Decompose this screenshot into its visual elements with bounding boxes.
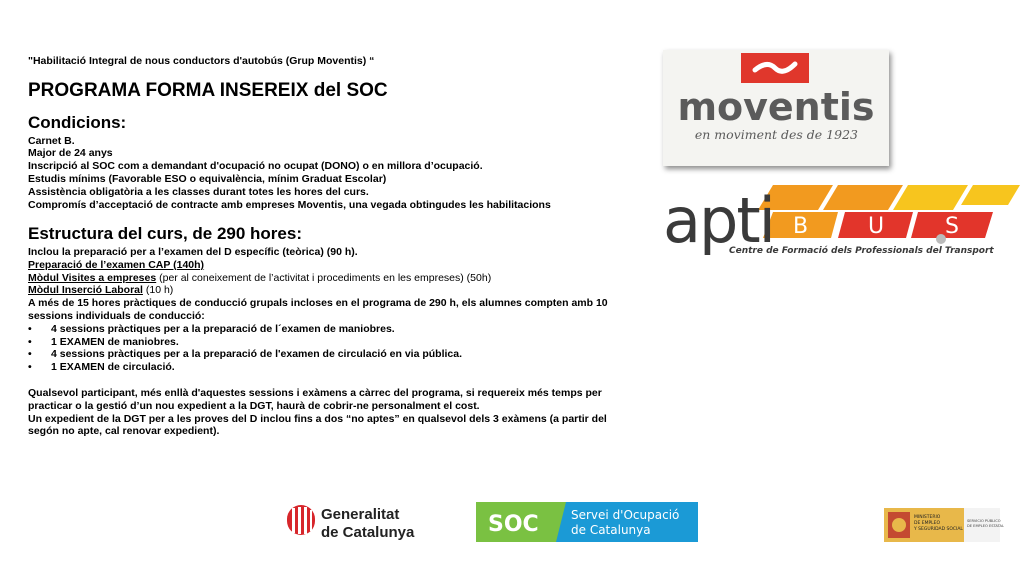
condicions-heading: Condicions:: [28, 112, 127, 132]
aptibus-tagline: Centre de Formació dels Professionals del Transport: [729, 246, 994, 256]
session-text: 4 sessions pràctiques per a la preparació de l'examen de circulació en via pública.: [51, 348, 463, 361]
condition-item: Compromís d’acceptació de contracte amb empreses Moventis, una vegada obtingudes les habilitacions: [28, 198, 551, 211]
session-item: [28, 348, 628, 361]
condicions-list: [28, 135, 628, 212]
cap-module: Preparació de l’examen CAP (140h): [28, 258, 205, 271]
ministerio-logo: [884, 508, 1004, 542]
soc-line1: Servei d'Ocupació: [571, 508, 680, 522]
visites-label: Mòdul Visites a empreses: [28, 271, 157, 284]
bullet-icon: •: [28, 348, 32, 361]
aptibus-letter-s: S: [945, 214, 959, 239]
soc-logo: [476, 502, 698, 542]
visites-detail: (per al coneixement de l’activitat i procediments en les empreses) (50h): [156, 271, 492, 284]
moventis-mark-icon: [663, 50, 889, 166]
visites-module: [28, 272, 628, 285]
bullet-icon: •: [28, 335, 32, 348]
soc-abbr: SOC: [488, 512, 539, 537]
estructura-heading: Estructura del curs, de 290 hores:: [28, 224, 302, 244]
aptibus-letter-b: B: [793, 214, 809, 239]
ministerio-right2: DE EMPLEO ESTATAL: [967, 524, 1004, 528]
generalitat-logo: [285, 500, 425, 542]
condition-item: Major de 24 anys: [28, 147, 113, 160]
moventis-wordmark: moventis: [677, 85, 875, 129]
ministerio-right1: SERVICIO PÚBLICO: [967, 519, 1001, 523]
generalitat-line2: de Catalunya: [321, 524, 415, 541]
condition-item: Estudis mínims (Favorable ESO o equivalència, mínim Graduat Escolar): [28, 172, 387, 185]
soc-mark-icon: [476, 502, 698, 542]
ministerio-line3: Y SEGURIDAD SOCIAL: [914, 527, 963, 532]
moventis-tagline: en moviment des de 1923: [694, 127, 858, 142]
insercio-label: Mòdul Inserció Laboral: [28, 284, 143, 297]
program-title: PROGRAMA FORMA INSEREIX del SOC: [28, 80, 388, 101]
aptibus-mark-icon: [663, 180, 1023, 260]
soc-line2: de Catalunya: [571, 523, 651, 537]
insercio-detail: (10 h): [142, 284, 174, 297]
bullet-icon: •: [28, 322, 32, 335]
session-text: 1 EXAMEN de circulació.: [51, 361, 175, 374]
aptibus-letter-u: U: [868, 214, 885, 239]
ministerio-line1: MINISTERIO: [914, 515, 941, 520]
estructura-line: Inclou la preparació per a l’examen del D específic (teòrica) (90 h).: [28, 246, 358, 259]
course-subtitle: "Habilitació Integral de nous conductors d'autobús (Grup Moventis) “: [28, 55, 375, 67]
session-item: [28, 323, 628, 336]
bullet-icon: •: [28, 361, 32, 374]
condition-item: Carnet B.: [28, 134, 75, 147]
session-text: 1 EXAMEN de maniobres.: [51, 335, 179, 348]
ministerio-emblem-icon: [884, 508, 1004, 542]
session-text: 4 sessions pràctiques per a la preparació de l´examen de maniobres.: [51, 322, 395, 335]
condition-item: Assistència obligatòria a les classes durant totes les hores del curs.: [28, 185, 369, 198]
insercio-module: [28, 284, 628, 297]
moventis-logo: [663, 50, 889, 166]
generalitat-line1: Generalitat: [321, 506, 400, 523]
generalitat-emblem-icon: [285, 500, 425, 542]
practiques-paragraph: A més de 15 hores pràctiques de conducció grupals incloses en el programa de 290 h, els alumnes compten amb 10 sessions individuals de conducció:: [28, 297, 608, 323]
aptibus-logo: [663, 180, 1023, 260]
session-list: [28, 323, 628, 374]
document-body: [28, 55, 628, 438]
aptibus-apti: apti: [663, 184, 774, 257]
session-item: [28, 361, 628, 374]
spacer: [28, 374, 628, 387]
dgt-note: Un expedient de la DGT per a les proves del D inclou fins a dos “no aptes” en qualsevol dels 3 exàmens (a partir del segón no apte, cal renovar expedient).: [28, 412, 607, 438]
session-item: [28, 336, 628, 349]
ministerio-line2: DE EMPLEO: [914, 521, 941, 526]
condition-item: Inscripció al SOC com a demandant d'ocupació no ocupat (DONO) o en millora d’ocupació.: [28, 160, 483, 173]
cost-note: Qualsevol participant, més enllà d'aquestes sessions i exàmens a càrrec del programa, si requereix més temps per practicar o la gestió d’un nou expedient a la DGT, haurà de cobrir-ne personalment el cost.: [28, 387, 602, 412]
